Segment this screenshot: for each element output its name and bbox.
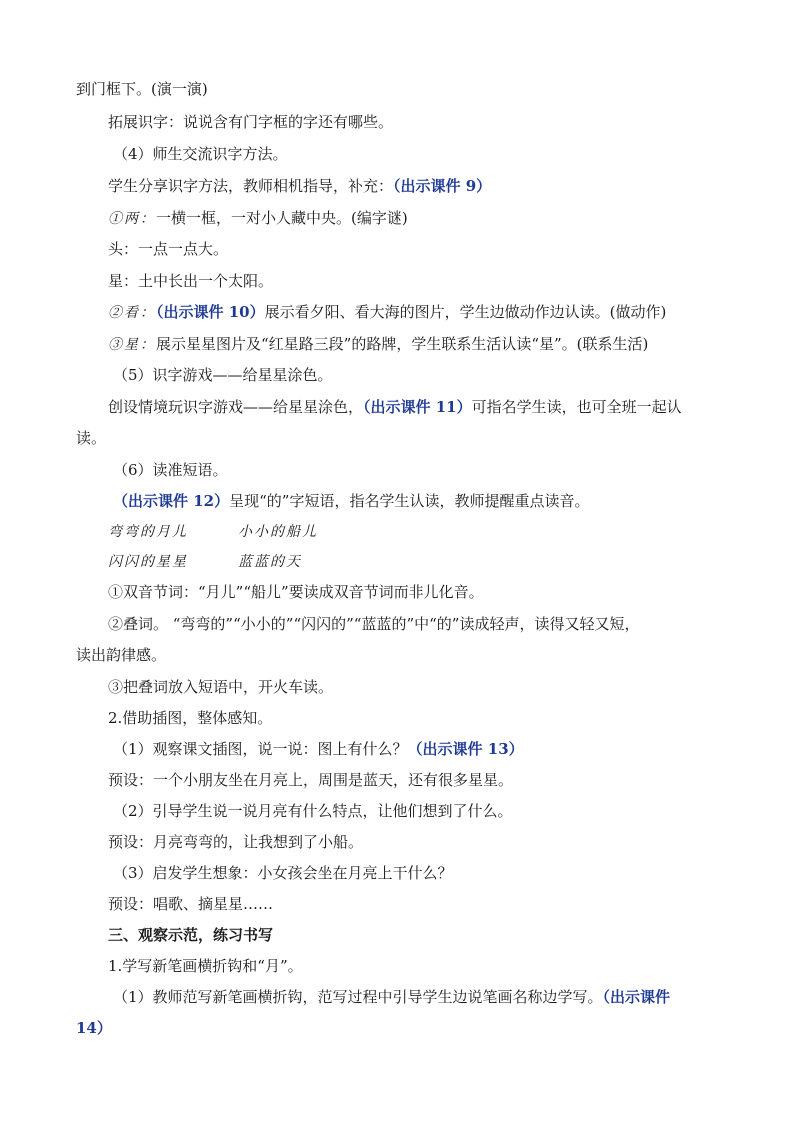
- text: ③把叠词放入短语中，开火车读。: [108, 678, 334, 696]
- courseware-reference: （出示课件 9）: [393, 177, 492, 195]
- text: 读。: [76, 429, 107, 447]
- courseware-reference: （出示课件: [602, 988, 671, 1006]
- text-line: [113, 490, 589, 512]
- text: （2）引导学生说一说月亮有什么特点，让他们想到了什么。: [113, 802, 513, 820]
- text-line: [113, 738, 524, 760]
- text-line: [108, 270, 273, 292]
- text-line: [108, 707, 272, 729]
- text: （4）师生交流识字方法。: [113, 145, 288, 163]
- text: （3）启发学生想象：小女孩会坐在月亮上干什么？: [113, 864, 453, 882]
- character-label: ②看：: [108, 305, 156, 321]
- phrase: 蓝蓝的天: [238, 554, 302, 570]
- text: 一横一框，一对小人藏中央。(编字谜): [156, 209, 408, 227]
- text-line: [113, 364, 333, 386]
- text-line: [108, 396, 682, 418]
- text: 预设：唱歌、摘星星……: [108, 895, 274, 913]
- text-line: [108, 613, 639, 635]
- text-line: [108, 175, 491, 197]
- text-line: [108, 769, 513, 791]
- text-line: [108, 893, 273, 915]
- text: （1）教师范写新笔画横折钩，范写过程中引导学生边说笔画名称边学写。: [113, 988, 603, 1006]
- courseware-reference: （出示课件 13）: [407, 740, 524, 758]
- phrase-row: [108, 520, 318, 543]
- text-line: [108, 581, 484, 603]
- text: 可指名学生读，也可全班一起认: [471, 398, 682, 416]
- text: 1.学写新笔画横折钩和“月”。: [108, 957, 303, 975]
- text: 预设：一个小朋友坐在月亮上，周围是蓝天，还有很多星星。: [108, 771, 514, 789]
- text: 星：土中长出一个太阳。: [108, 272, 274, 290]
- text-line: [108, 207, 408, 230]
- text: 2.借助插图，整体感知。: [108, 709, 273, 727]
- text-line: [76, 1017, 112, 1039]
- character-label: ①两：: [108, 211, 156, 227]
- text-line: [76, 644, 166, 666]
- text-line: [108, 111, 393, 133]
- phrase: 小小的船儿: [238, 524, 318, 540]
- phrase-row: [108, 550, 302, 573]
- courseware-reference: （出示课件 12）: [113, 492, 230, 510]
- phrase: 闪闪的星星: [108, 554, 188, 570]
- text: 展示星星图片及“红星路三段”的路牌，学生联系生活认读“星”。(联系生活): [156, 335, 649, 353]
- text-line: [108, 831, 363, 853]
- text: 呈现“的”字短语，指名学生认读，教师提醒重点读音。: [229, 492, 590, 510]
- text: 读出韵律感。: [76, 646, 167, 664]
- text: 预设：月亮弯弯的，让我想到了小船。: [108, 833, 364, 851]
- text: 头：一点一点大。: [108, 240, 229, 258]
- courseware-reference: （出示课件 11）: [363, 398, 472, 416]
- text: ①双音节词：“月儿”“船儿”要读成双音节词而非儿化音。: [108, 583, 484, 601]
- courseware-reference: （出示课件 10）: [156, 303, 265, 321]
- text: 学生分享识字方法，教师相机指导，补充：: [108, 177, 394, 195]
- section-heading: [108, 924, 273, 946]
- text: 拓展识字：说说含有门字框的字还有哪些。: [108, 113, 394, 131]
- phrase: 弯弯的月儿: [108, 524, 188, 540]
- text-line: [113, 862, 453, 884]
- text-line: [108, 676, 333, 698]
- text: 创设情境玩识字游戏——给星星涂色，: [108, 398, 364, 416]
- text-line: [108, 238, 228, 260]
- text-line: [113, 800, 513, 822]
- text-line: [108, 301, 666, 324]
- text: ②叠词。 “弯弯的”“小小的”“闪闪的”“蓝蓝的”中“的”读成轻声，读得又轻又短，: [108, 615, 640, 633]
- text-line: [113, 986, 670, 1008]
- text: 到门框下。(演一演): [76, 80, 208, 98]
- text: （1）观察课文插图，说一说：图上有什么？: [113, 740, 408, 758]
- text-line: [113, 143, 288, 165]
- text: 展示看夕阳、看大海的图片，学生边做动作边认读。(做动作): [264, 303, 667, 321]
- text-line: [76, 427, 106, 449]
- text-line: [113, 459, 228, 481]
- text: （6）读准短语。: [113, 461, 228, 479]
- text-line: [108, 955, 303, 977]
- text-line: [108, 333, 648, 356]
- character-label: ③星：: [108, 337, 156, 353]
- heading-text: 三、观察示范，练习书写: [108, 926, 274, 944]
- courseware-reference: 14）: [76, 1019, 112, 1037]
- text-line: [76, 78, 208, 100]
- text: （5）识字游戏——给星星涂色。: [113, 366, 333, 384]
